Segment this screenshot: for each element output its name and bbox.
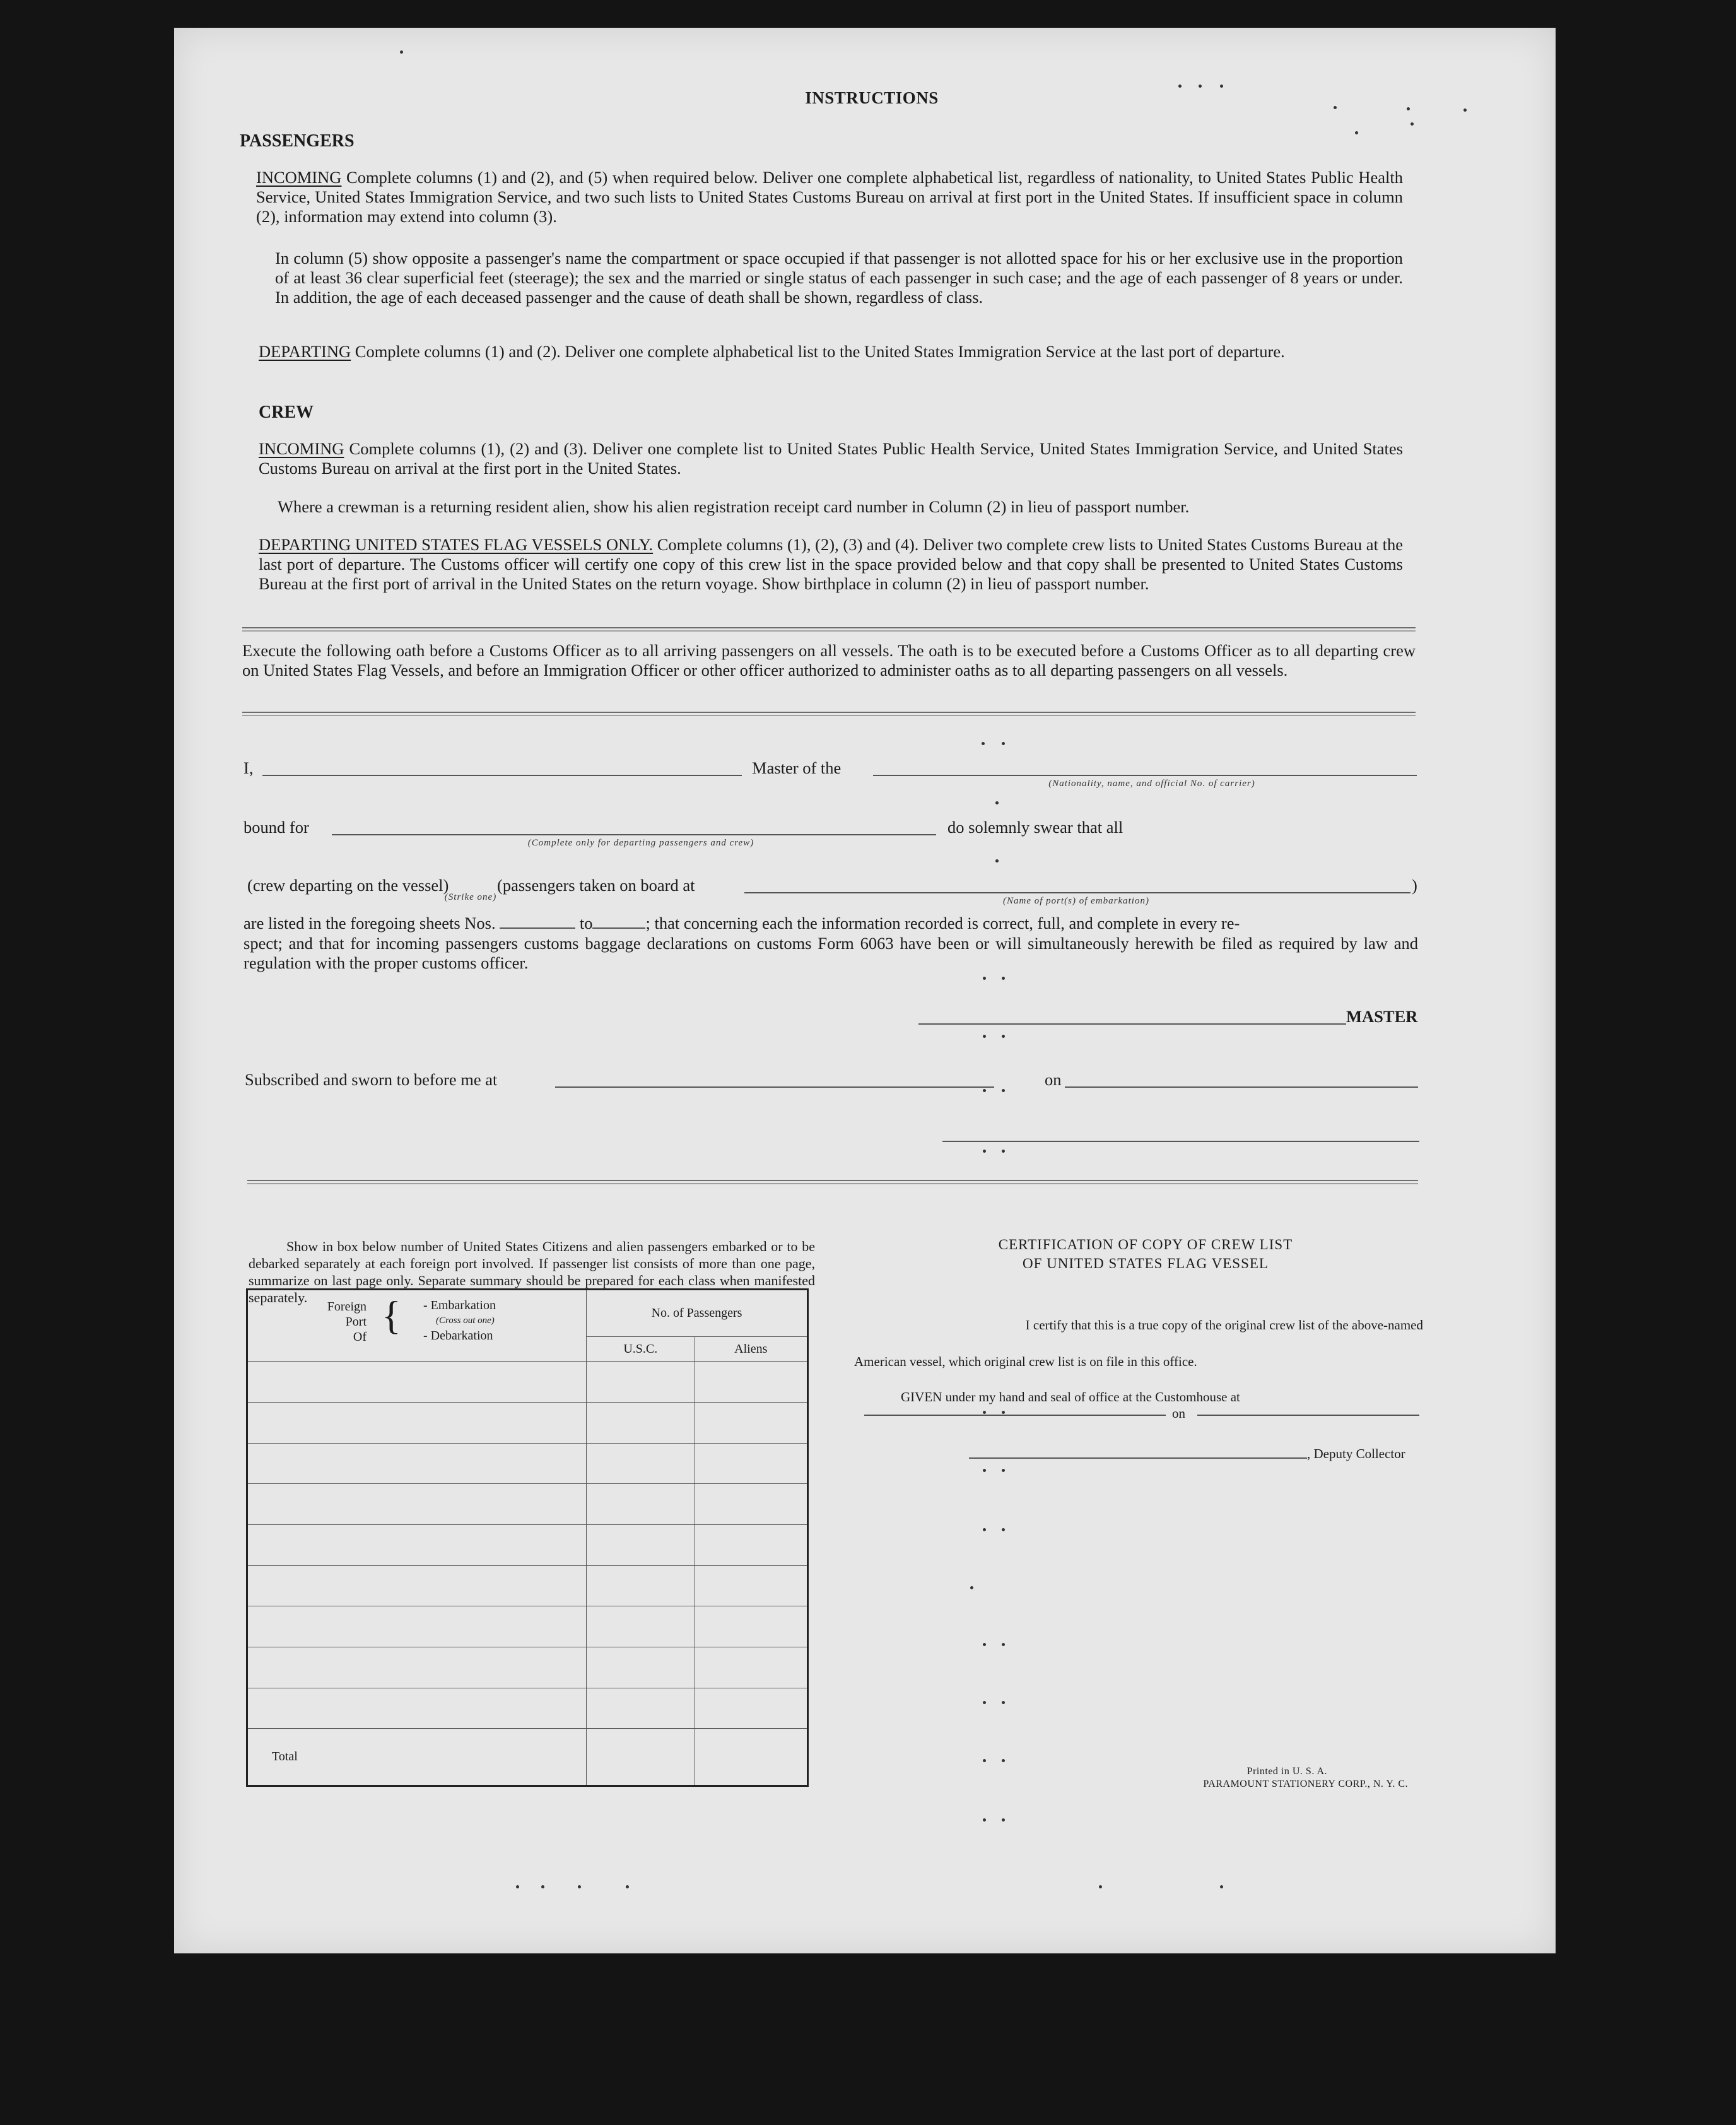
close-paren: ) [1412, 876, 1417, 895]
table-cell[interactable] [587, 1565, 695, 1606]
crew-departing-flag-paragraph [259, 535, 1403, 594]
master-label: MASTER [1346, 1007, 1418, 1026]
table-cell[interactable] [695, 1524, 807, 1565]
total-label: Total [247, 1729, 587, 1786]
passengers-departing-text: Complete columns (1) and (2). Deliver one complete alphabetical list to the United States Immigration Service at the last port of departure. [351, 342, 1285, 361]
certification-line-2: American vessel, which original crew list is on file in this office. [854, 1354, 1197, 1369]
sworn-place-field[interactable] [555, 1086, 994, 1088]
scan-speck [995, 859, 999, 862]
subscribed-label: Subscribed and sworn to before me at [245, 1070, 498, 1089]
table-row[interactable] [247, 1402, 587, 1443]
crew-departing-option[interactable]: (crew departing on the vessel) [247, 876, 449, 895]
oath-i-label: I, [243, 758, 254, 777]
table-row[interactable] [247, 1565, 587, 1606]
table-row[interactable] [247, 1524, 587, 1565]
certification-on-label: on [1172, 1406, 1185, 1421]
scan-speck [983, 977, 986, 980]
table-cell[interactable] [695, 1565, 807, 1606]
scan-speck [1002, 1643, 1005, 1646]
scan-speck [983, 1759, 986, 1762]
scan-speck [1002, 1035, 1005, 1038]
scan-speck [983, 1089, 986, 1092]
table-cell[interactable] [695, 1443, 807, 1484]
table-cell[interactable] [695, 1362, 807, 1403]
scan-speck [1463, 109, 1467, 112]
table-cell[interactable] [587, 1647, 695, 1688]
divider [242, 712, 1416, 716]
crew-departing-flag-text: Complete columns (1), (2), (3) and (4). Deliver two complete crew lists to United States Customs Bureau at the last port of departure. The Customs officer will certify one copy of this crew list in the space provided below and that copy shall be presented to United States Customs Bureau at the first port of arrival in the United States on the return voyage. Show birthplace in column (2) in lieu of passport number. [259, 535, 1403, 593]
certification-title-line-1: CERTIFICATION OF COPY OF CREW LIST [998, 1237, 1293, 1252]
officer-signature-field[interactable] [942, 1141, 1419, 1142]
aliens-header: Aliens [695, 1337, 807, 1362]
master-name-field[interactable] [262, 775, 742, 776]
passengers-taken-option[interactable]: (passengers taken on board at [497, 876, 695, 895]
table-cell[interactable] [587, 1688, 695, 1729]
page-title: INSTRUCTIONS [805, 88, 939, 107]
scan-speck [983, 1035, 986, 1038]
certification-line-1: I certify that this is a true copy of the original crew list of the above-named [1025, 1317, 1423, 1333]
crew-heading: CREW [259, 403, 314, 422]
table-row[interactable] [247, 1443, 587, 1484]
printer-line-2: PARAMOUNT STATIONERY CORP., N. Y. C. [1203, 1779, 1408, 1789]
scan-speck [541, 1885, 544, 1888]
printer-line-1: Printed in U. S. A. [1246, 1766, 1327, 1777]
scan-speck [1220, 85, 1223, 88]
table-cell[interactable] [587, 1484, 695, 1525]
scan-speck [982, 742, 985, 745]
listed-prefix: are listed in the foregoing sheets Nos. [243, 914, 496, 933]
table-row[interactable] [247, 1484, 587, 1525]
table-cell[interactable] [587, 1362, 695, 1403]
scan-speck [516, 1885, 519, 1888]
scan-speck [983, 1150, 986, 1153]
no-of-passengers-header: No. of Passengers [587, 1290, 808, 1337]
scan-speck [1220, 1885, 1223, 1888]
oath-instructions: Execute the following oath before a Customs Officer as to all arriving passengers on all vessels. The oath is to be executed before a Customs Officer as to all departing crew on United States Flag Vessels, and before an Immigration Officer or other officer authorized to administer oaths as to all departing passengers on all vessels. [242, 641, 1416, 680]
deputy-collector-signature-field[interactable] [969, 1457, 1307, 1459]
scan-speck [1407, 107, 1410, 110]
passenger-summary-table [246, 1288, 809, 1787]
scan-speck [1334, 106, 1337, 109]
scan-speck [983, 1469, 986, 1472]
crew-incoming-label: INCOMING [259, 439, 344, 458]
table-cell[interactable] [695, 1606, 807, 1647]
deputy-collector-label: , Deputy Collector [1307, 1446, 1405, 1461]
scan-speck [1002, 1528, 1005, 1531]
scan-speck [1002, 1469, 1005, 1472]
scan-speck [626, 1885, 629, 1888]
scan-speck [983, 1528, 986, 1531]
passengers-heading: PASSENGERS [240, 131, 355, 151]
scan-speck [1355, 131, 1358, 134]
scan-speck [1002, 742, 1005, 745]
table-cell[interactable] [587, 1402, 695, 1443]
passengers-departing-paragraph [259, 342, 1403, 362]
passengers-incoming-paragraph [256, 168, 1403, 227]
listed-rest-2: spect; and that for incoming passengers customs baggage declarations on customs Form 6063 have been or will simultaneously herewith be filed as required by law and regulation with the proper customs officer. [243, 934, 1418, 972]
total-aliens-cell[interactable] [695, 1729, 807, 1786]
scan-speck [1002, 1150, 1005, 1153]
certification-title-line-2: OF UNITED STATES FLAG VESSEL [1023, 1256, 1269, 1271]
passengers-departing-label: DEPARTING [259, 342, 351, 361]
scan-speck [1410, 122, 1414, 126]
table-cell[interactable] [695, 1484, 807, 1525]
strike-one-note: (Strike one) [444, 892, 497, 902]
form-page [174, 28, 1556, 1953]
port-header-cell [247, 1290, 587, 1362]
sheet-to-field[interactable] [592, 916, 645, 929]
usc-header: U.S.C. [587, 1337, 695, 1362]
certification-title [956, 1235, 1335, 1273]
scan-speck [983, 1411, 986, 1414]
debarkation-option[interactable]: - Debarkation [423, 1329, 493, 1343]
port-label: Port [345, 1315, 367, 1329]
table-cell[interactable] [695, 1688, 807, 1729]
listed-to: to [579, 914, 593, 933]
divider [242, 627, 1416, 632]
table-cell[interactable] [587, 1443, 695, 1484]
sworn-on-label: on [1045, 1070, 1062, 1089]
table-row[interactable] [247, 1606, 587, 1647]
scan-speck [995, 801, 999, 804]
of-label: Of [353, 1330, 367, 1344]
sworn-date-field[interactable] [1065, 1086, 1418, 1088]
scan-speck [983, 1701, 986, 1704]
scan-speck [1002, 1089, 1005, 1092]
scan-speck [1178, 85, 1182, 88]
scan-speck [983, 1643, 986, 1646]
passengers-incoming-text: Complete columns (1) and (2), and (5) when required below. Deliver one complete alphabetical list, regardless of nationality, to United States Public Health Service, United States Immigration Service, and two such lists to United States Customs Bureau on arrival at first port in the United States. If insufficient space in column (2), information may extend into column (3). [256, 168, 1403, 226]
table-cell[interactable] [587, 1606, 695, 1647]
bound-for-label: bound for [243, 818, 309, 837]
table-row[interactable] [247, 1647, 587, 1688]
sheet-from-field[interactable] [500, 916, 575, 929]
scan-speck [1002, 1411, 1005, 1414]
listed-rest-1: ; that concerning each the information recorded is correct, full, and complete in every re- [645, 914, 1240, 933]
embarkation-port-field[interactable] [744, 892, 1410, 893]
embarkation-option[interactable]: - Embarkation [423, 1298, 496, 1312]
scan-speck [970, 1586, 973, 1589]
cross-out-note: (Cross out one) [436, 1316, 495, 1326]
scan-speck [400, 50, 403, 54]
scan-speck [578, 1885, 581, 1888]
port-note: (Name of port(s) of embarkation) [1003, 896, 1149, 906]
scan-speck [1002, 1701, 1005, 1704]
foreign-label: Foreign [327, 1300, 367, 1314]
certification-line-3: GIVEN under my hand and seal of office at the Customhouse at [901, 1389, 1240, 1404]
crew-incoming-paragraph [259, 439, 1403, 478]
destination-field[interactable] [332, 834, 936, 835]
divider [247, 1180, 1418, 1184]
crew-departing-flag-label: DEPARTING UNITED STATES FLAG VESSELS ONLY. [259, 535, 654, 554]
box-instructions: Show in box below number of United States Citizens and alien passengers embarked or to be debarked separately at each foreign port involved. If passenger list consists of more than one page, summarize on last page only. Separate summary should be prepared for each class when manifested separately. [249, 1239, 815, 1305]
bound-note: (Complete only for departing passengers and crew) [527, 838, 754, 848]
table-cell[interactable] [695, 1647, 807, 1688]
passengers-column5-paragraph: In column (5) show opposite a passenger's name the compartment or space occupied if that passenger is not allotted space for his or her exclusive use in the proportion of at least 36 clear superficial feet (steerage); the sex and the married or single status of each passenger in such case; and the age of each passenger of 8 years or under. In addition, the age of each deceased passenger and the cause of death shall be shown, regardless of class. [275, 249, 1403, 307]
passengers-incoming-label: INCOMING [256, 168, 342, 187]
table-cell[interactable] [695, 1402, 807, 1443]
scan-speck [1199, 85, 1202, 88]
certification-date-field[interactable] [1197, 1415, 1419, 1416]
scan-speck [1099, 1885, 1102, 1888]
table-row[interactable] [247, 1362, 587, 1403]
master-signature-field[interactable] [918, 1023, 1346, 1025]
listed-line-1 [243, 914, 1418, 933]
scan-speck [983, 1818, 986, 1822]
scan-speck [1002, 977, 1005, 980]
brace-icon: { [382, 1293, 401, 1338]
crew-resident-paragraph: Where a crewman is a returning resident alien, show his alien registration receipt card number in Column (2) in lieu of passport number. [278, 497, 1190, 516]
printer-imprint [1120, 1765, 1408, 1791]
scan-speck [1002, 1759, 1005, 1762]
table-cell[interactable] [587, 1524, 695, 1565]
scan-speck [1002, 1818, 1005, 1822]
total-usc-cell[interactable] [587, 1729, 695, 1786]
carrier-note: (Nationality, name, and official No. of carrier) [1048, 779, 1255, 789]
swear-text: do solemnly swear that all [947, 818, 1123, 837]
carrier-field[interactable] [873, 775, 1417, 776]
customhouse-field[interactable] [864, 1415, 1166, 1416]
crew-incoming-text: Complete columns (1), (2) and (3). Deliver one complete list to United States Public Health Service, United States Immigration Service, and United States Customs Bureau on arrival at the first port in the United States. [259, 439, 1403, 478]
master-of-label: Master of the [752, 758, 842, 777]
table-row[interactable] [247, 1688, 587, 1729]
